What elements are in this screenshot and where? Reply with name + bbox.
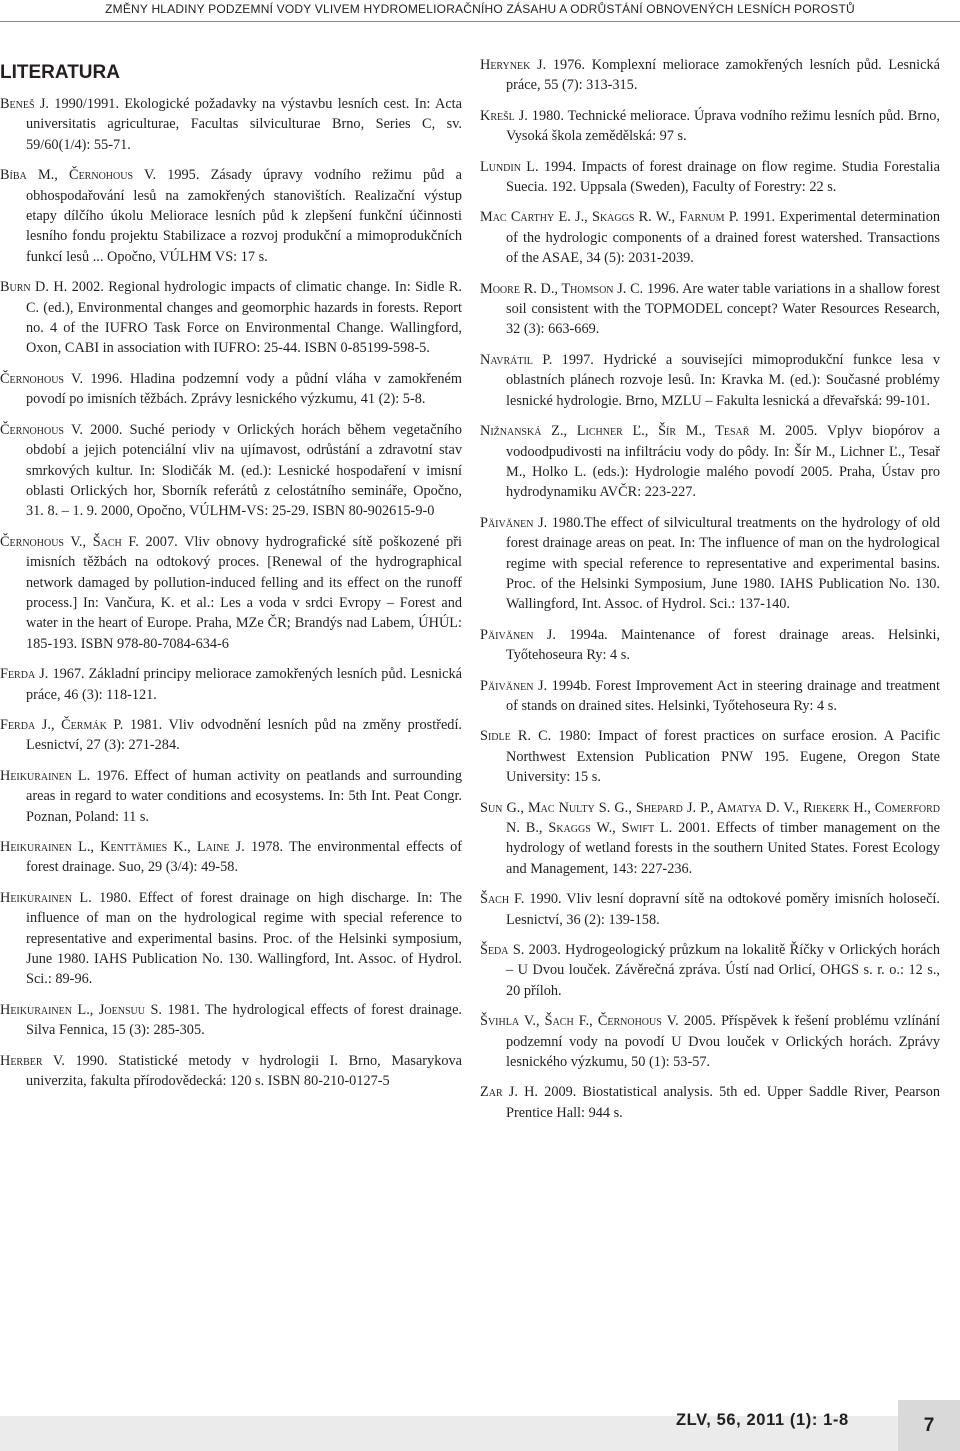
reference-list-right (480, 55, 940, 1123)
reference-authors: Nižnanská Z., Lichner Ľ., Šír M., Tesař M. (480, 423, 776, 440)
reference-entry (0, 837, 462, 878)
reference-entry (480, 279, 940, 340)
reference-authors: Lundin L. (480, 158, 539, 175)
reference-entry (480, 157, 940, 198)
reference-details: 1990/1991. Ekologické požadavky na výstavbu lesních cest. In: Acta universitatis agriculturae, Facultas silviculturae Brno, Series C, sv. 59/60(1/4): 55-71. (26, 96, 463, 153)
reference-details: 2002. Regional hydrologic impacts of climatic change. In: Sidle R. C. (ed.), Environmental changes and geomorphic hazards in forests. Report no. 4 of the IUFRO Task Force on Environmental Change. Wallingford, Oxon, CABI in association with IUFRO: 25-44. ISBN 0-85199-598-5. (26, 279, 462, 357)
reference-authors: Ferda J. (0, 666, 49, 683)
reference-entry (0, 664, 462, 705)
reference-entry (0, 277, 462, 359)
reference-authors: Päivänen J. (480, 626, 556, 643)
reference-details: 1980: Impact of forest practices on surface erosion. A Pacific Northwest Extension Publication PNW 195. Eugene, Oregon State University: 15 s. (506, 728, 940, 786)
reference-authors: Heikurainen L., Kenttämies K., Laine J. (0, 839, 245, 855)
reference-authors: Mac Carthy E. J., Skaggs R. W., Farnum P. (480, 209, 739, 226)
reference-entry (0, 532, 462, 654)
reference-entry (0, 165, 462, 267)
reference-details: 1994. Impacts of forest drainage on flow regime. Studia Forestalia Suecia. 192. Uppsala (Sweden), Faculty of Forestry: 22 s. (506, 158, 940, 196)
reference-authors: Černohous V. (0, 370, 84, 387)
reference-details: 1978. The environmental effects of forest drainage. Suo, 29 (3/4): 49-58. (26, 839, 462, 876)
reference-authors: Ferda J., Čermák P. (0, 716, 124, 733)
reference-authors: Heikurainen L., Joensuu S. (0, 1001, 163, 1018)
reference-details: 1990. Vliv lesní dopravní sítě na odtokové poměry imisních holosečí. Lesnictví, 36 (2): 139-158. (506, 891, 940, 928)
reference-details: 2007. Vliv obnovy hydrografické sítě poškozené při imisních těžbách na odtokový proces. [Renewal of the hydrographical network damaged by pollution-induced felling and its effect on the runoff process.] In: Vančura, K. et al.: Les a voda v srdci Evropy – Forest and water in the heart of Europe. Praha, MZe ČR; Brandýs nad Labem, ÚHÚL: 185-193. ISBN 978-80-7084-634-6 (26, 533, 463, 652)
reference-details: 1991. Experimental determination of the hydrologic components of a drained forest watershed. Transactions of the ASAE, 34 (5): 2031-2039. (506, 209, 940, 267)
reference-entry (480, 889, 940, 930)
reference-entry (480, 726, 940, 787)
reference-entry (480, 513, 940, 615)
right-column (480, 55, 940, 1133)
reference-details: 2000. Suché periody v Orlických horách během vegetačního období a jejich potenciální vliv na ujímavost, odrůstání a zdravotní stav smrkových kultur. In: Slodičák M. (ed.): Lesnické hospodaření v imisní oblasti Orlických hor, Sborník referátů z celostátního semináře, Opočno, 31. 8. – 1. 9. 2000, Opočno, VÚLHM-VS: 25-29. ISBN 80-902615-9-0 (26, 421, 463, 520)
reference-authors: Černohous V. (0, 421, 84, 438)
reference-details: 1980. Technické meliorace. Úprava vodního režimu lesních půd. Brno, Vysoká škola zemědělská: 97 s. (506, 107, 940, 145)
reference-entry (480, 350, 940, 411)
reference-entry (480, 676, 940, 717)
reference-details: 1995. Zásady úpravy vodního režimu půd a obhospodařování lesů na zamokřených stanovištích. Realizační výstup etapy dílčího úkolu Meliorace lesních půd k zlepšení funkční účinnosti lesního fondu projektu Stabilizace a rozvoj produkční a mimoprodukčních funkcí lesů ... Opočno, VÚLHM VS: 17 s. (26, 167, 462, 265)
reference-authors: Herynek J. (480, 57, 547, 73)
reference-entry (480, 1011, 940, 1072)
reference-details: 1976. Komplexní meliorace zamokřených lesních půd. Lesnická práce, 55 (7): 313-315. (506, 57, 940, 94)
running-header-title: ZMĚNY HLADINY PODZEMNÍ VODY VLIVEM HYDROMELIORAČNÍHO ZÁSAHU A ODRŮSTÁNÍ OBNOVENÝCH LESNÍCH POROSTŮ (105, 2, 855, 16)
reference-authors: Burn D. H. (0, 279, 68, 296)
reference-entry (480, 421, 940, 503)
reference-authors: Sidle R. C. (480, 728, 552, 745)
reference-entry (480, 798, 940, 880)
page-footer (0, 1400, 960, 1451)
reference-entry (0, 888, 462, 990)
reference-entry (0, 766, 462, 827)
journal-citation: ZLV, 56, 2011 (1): 1-8 (676, 1411, 849, 1429)
reference-details: 2005. Vplyv biopórov a vodoodpudivosti na infiltráciu vody do pôdy. In: Šír M., Lichner Ľ., Tesař M., Holko L. (eds.): Hydrologie malého povodí 2005. Praha, Ústav pro hydrodynamiku AVČR: 223-227. (506, 423, 940, 501)
reference-authors: Švihla V., Šach F., Černohous V. (480, 1013, 679, 1030)
reference-authors: Šach F. (480, 891, 525, 908)
reference-details: 1997. Hydrické a souvisejíci mimoprodukční funkce lesa v oblastních plánech rozvoje lesů. In: Kravka M. (ed.): Současné problémy lesnické hydrologie. Brno, MZLU – Fakulta lesnická a dřevařská: 99-101. (506, 351, 940, 409)
running-header (0, 0, 960, 22)
reference-details: 1980. Effect of forest drainage on high discharge. In: The influence of man on the hydrological regime with special reference to representative and experimental basins. Proc. of the Helsinki symposium, June 1980. IAHS Publication No. 130. Wallingford, Int. Assoc. of Hydrol. Sci.: 89-96. (26, 889, 462, 988)
left-column (0, 55, 462, 1101)
reference-authors: Heikurainen L. (0, 767, 91, 784)
reference-authors: Beneš J. (0, 96, 49, 112)
reference-details: 1980.The effect of silvicultural treatments on the hydrology of old forest drainage areas on peat. In: The influence of man on the hydrological regime with special reference to representative and experimental basins. Proc. of the Helsinki Symposium, June 1980. IAHS Publication No. 130. Wallingford, Int. Assoc. of Hydrol. Sci.: 137-140. (506, 514, 940, 613)
reference-details: 1967. Základní principy meliorace zamokřených lesních půd. Lesnická práce, 46 (3): 118-121. (26, 666, 462, 703)
reference-details: 1994a. Maintenance of forest drainage areas. Helsinki, Tyőtehoseura Ry: 4 s. (506, 626, 940, 664)
reference-entry (0, 420, 462, 522)
reference-entry (480, 106, 940, 147)
reference-details: 1996. Are water table variations in a shallow forest soil consistent with the TOPMODEL concept? Water Resources Research, 32 (3): 663-669. (506, 280, 941, 338)
reference-details: 1990. Statistické metody v hydrologii I. Brno, Masarykova univerzita, fakulta přírodovědecká: 120 s. ISBN 80-210-0127-5 (26, 1052, 462, 1090)
reference-entry (0, 1000, 462, 1041)
reference-entry (480, 207, 940, 268)
reference-authors: Päivänen J. (480, 514, 548, 531)
reference-details: 1976. Effect of human activity on peatlands and surrounding areas in regard to water conditions and ecosystems. In: 5th Int. Peat Congr. Poznan, Poland: 11 s. (26, 767, 462, 825)
reference-entry (480, 625, 940, 666)
reference-details: 2009. Biostatistical analysis. 5th ed. Upper Saddle River, Pearson Prentice Hall: 944 s. (506, 1084, 941, 1121)
reference-authors: Šeda S. (480, 942, 525, 959)
reference-details: 2003. Hydrogeologický průzkum na lokalitě Říčky v Orlických horách – U Dvou louček. Závěrečná zpráva. Ústí nad Orlicí, OHGS s. r. o.: 12 s., 20 příloh. (506, 942, 941, 999)
reference-entry (0, 715, 462, 756)
reference-details: 2001. Effects of timber management on the hydrology of wetland forests in the southern United States. Forest Ecology and Management, 143: 227-236. (506, 820, 940, 877)
reference-entry (480, 940, 940, 1001)
reference-authors: Zar J. H. (480, 1084, 539, 1101)
reference-details: 1981. Vliv odvodnění lesních půd na změny prostředí. Lesnictví, 27 (3): 271-284. (26, 716, 462, 754)
reference-list-left (0, 94, 462, 1091)
reference-entry (480, 55, 940, 96)
reference-details: 2005. Příspěvek k řešení problému vzlínání podzemní vody na povodí U Dvou louček v Orlických horách. Zprávy lesnického výzkumu, 50 (1): 53-57. (506, 1013, 940, 1071)
reference-authors: Krešl J. (480, 107, 528, 124)
reference-authors: Bíba M., Černohous V. (0, 167, 157, 184)
reference-details: 1981. The hydrological effects of forest drainage. Silva Fennica, 15 (3): 285-305. (26, 1001, 462, 1039)
reference-entry (0, 94, 462, 155)
reference-authors: Navrátil P. (480, 351, 553, 368)
reference-authors: Päivänen J. (480, 677, 548, 694)
reference-details: 1996. Hladina podzemní vody a půdní vláha v zamokřeném povodí po imisních těžbách. Zprávy lesnického výzkumu, 41 (2): 5-8. (26, 370, 462, 408)
reference-authors: Heikurainen L. (0, 889, 92, 906)
reference-authors: Herber V. (0, 1052, 65, 1069)
header-divider (0, 21, 960, 22)
reference-authors: Sun G., Mac Nulty S. G., Shepard J. P., Amatya D. V., Riekerk H., Comerford N. B., Skaggs W., Swift L. (480, 799, 940, 836)
reference-authors: Černohous V., Šach F. (0, 533, 139, 550)
reference-details: 1994b. Forest Improvement Act in steering drainage and treatment of stands on drained sites. Helsinki, Tyőtehoseura Ry: 4 s. (506, 677, 940, 714)
reference-authors: Moore R. D., Thomson J. C. (480, 280, 644, 297)
section-title: LITERATURA (0, 62, 120, 83)
reference-entry (480, 1082, 940, 1123)
page-number: 7 (898, 1400, 960, 1451)
reference-entry (0, 369, 462, 410)
reference-entry (0, 1051, 462, 1092)
